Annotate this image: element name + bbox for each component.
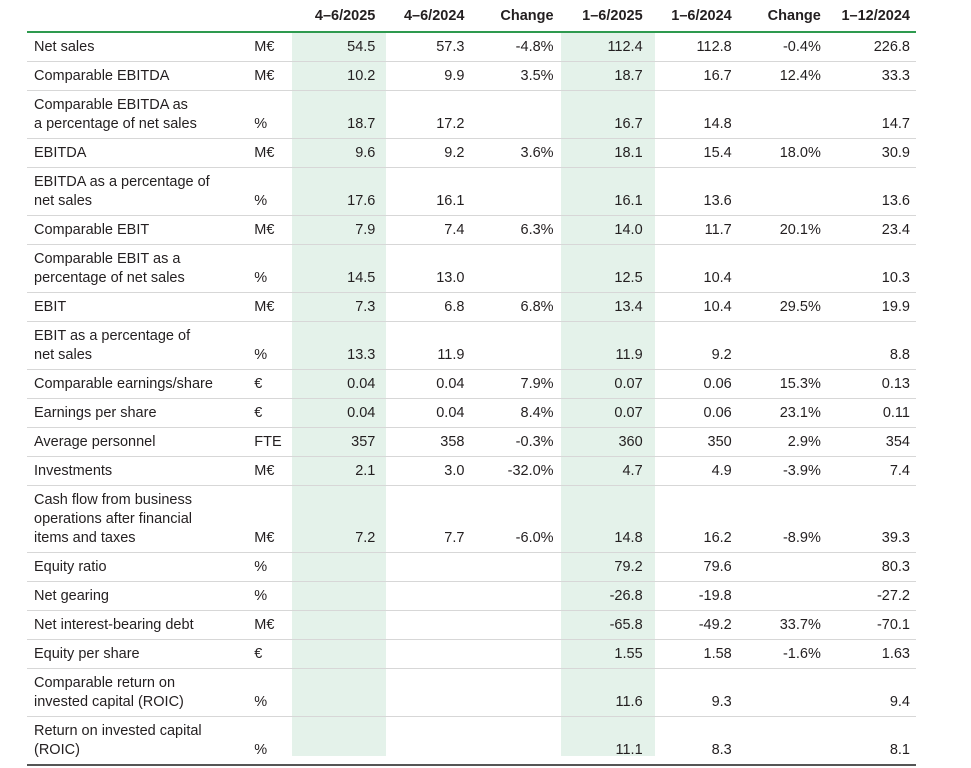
table-row [27,428,916,457]
table-row [27,91,916,139]
cell-q2-2024: 0.04 [436,376,465,392]
cell-h1-2025: 18.1 [614,145,643,161]
table-row [27,293,916,322]
cell-q2-2024 [381,669,470,717]
cell-q2-2025: 2.1 [355,463,376,479]
cell-q2-2025: 18.7 [347,116,376,132]
table-row [27,322,916,370]
cell-q2-2025 [292,582,381,611]
cell-q2-2024: 7.7 [444,530,465,546]
cell-change-q2: 3.6% [520,145,554,161]
row-unit: M€ [254,145,275,161]
cell-h1-2025: 0.07 [614,405,643,421]
table-row [27,669,916,717]
cell-h1-2025: 16.1 [614,193,643,209]
cell-q2-2025: 10.2 [347,68,376,84]
row-label: EBITDA as a percentage of net sales [34,174,210,209]
cell-h1-2024: 0.06 [703,405,732,421]
row-unit: M€ [254,68,275,84]
cell-q2-2024 [381,582,470,611]
cell-change-q2 [470,582,559,611]
cell-q2-2025: 13.3 [347,347,376,363]
cell-change-h1: 29.5% [779,299,821,315]
cell-h1-2024: -19.8 [698,588,732,604]
cell-q2-2024: 0.04 [436,405,465,421]
row-label: Net gearing [34,588,109,604]
cell-q2-2025: 357 [351,434,376,450]
cell-h1-2025: 4.7 [622,463,643,479]
cell-change-q2 [470,553,559,582]
cell-h1-2024: 350 [707,434,732,450]
cell-fy-2024: 30.9 [881,145,910,161]
cell-fy-2024: -27.2 [876,588,910,604]
cell-fy-2024: 23.4 [881,222,910,238]
cell-change-q2: 6.8% [520,299,554,315]
header-label [27,0,248,32]
cell-change-q2: -0.3% [515,434,554,450]
table-row [27,168,916,216]
table-row [27,62,916,91]
row-unit: % [254,193,268,209]
cell-h1-2025: -65.8 [609,617,643,633]
cell-change-h1: 33.7% [779,617,821,633]
row-unit: % [254,559,268,575]
row-label: Comparable EBITDA as a percentage of net sales [34,97,197,132]
cell-fy-2024: 80.3 [881,559,910,575]
cell-change-q2: 6.3% [520,222,554,238]
cell-q2-2025 [292,553,381,582]
cell-h1-2025: 79.2 [614,559,643,575]
cell-change-h1 [738,245,827,293]
cell-q2-2024: 9.9 [444,68,465,84]
cell-change-q2 [470,717,559,766]
table-row [27,457,916,486]
row-label: Average personnel [34,434,156,450]
cell-q2-2025: 17.6 [347,193,376,209]
cell-fy-2024: 39.3 [881,530,910,546]
row-unit: M€ [254,463,275,479]
row-unit: M€ [254,222,275,238]
cell-h1-2025: 112.4 [607,39,643,55]
cell-q2-2025: 7.3 [355,299,376,315]
row-label: Comparable EBIT as a percentage of net sales [34,251,185,286]
table-row [27,486,916,553]
cell-fy-2024: 1.63 [881,646,910,662]
row-unit: % [254,347,268,363]
row-label: Investments [34,463,113,479]
header-h1-2024: 1–6/2024 [649,0,738,32]
cell-fy-2024: 8.1 [889,742,910,758]
cell-h1-2024: 4.9 [711,463,732,479]
cell-q2-2024 [381,717,470,766]
cell-change-q2 [470,322,559,370]
cell-h1-2024: 16.2 [703,530,732,546]
cell-h1-2025: 1.55 [614,646,643,662]
cell-h1-2025: 18.7 [614,68,643,84]
cell-h1-2024: 15.4 [703,145,732,161]
cell-q2-2024 [381,553,470,582]
cell-h1-2024: -49.2 [698,617,732,633]
row-unit: % [254,742,268,758]
cell-q2-2024: 3.0 [444,463,465,479]
row-label: Earnings per share [34,405,157,421]
cell-change-q2: 7.9% [520,376,554,392]
cell-h1-2024: 0.06 [703,376,732,392]
cell-q2-2024 [381,611,470,640]
cell-change-q2 [470,611,559,640]
table-row [27,216,916,245]
row-unit: € [254,376,263,392]
row-label: EBIT as a percentage of net sales [34,328,191,363]
row-unit: M€ [254,530,275,546]
row-label: Cash flow from business operations after financial items and taxes [34,492,192,546]
row-unit: % [254,116,268,132]
header-fy-2024: 1–12/2024 [827,0,916,32]
cell-change-q2: -4.8% [515,39,554,55]
cell-h1-2025: 16.7 [614,116,643,132]
cell-change-h1: 2.9% [787,434,821,450]
cell-h1-2025: 14.0 [614,222,643,238]
key-figures-table [27,0,916,766]
cell-h1-2024: 112.8 [696,39,732,55]
cell-q2-2025: 0.04 [347,376,376,392]
cell-fy-2024: 19.9 [881,299,910,315]
cell-q2-2025: 9.6 [355,145,376,161]
cell-fy-2024: 8.8 [889,347,910,363]
row-unit: € [254,405,263,421]
cell-h1-2025: 11.6 [615,694,643,710]
cell-h1-2024: 10.4 [703,270,732,286]
cell-h1-2025: 11.9 [615,347,643,363]
cell-change-q2: -32.0% [507,463,554,479]
row-label: Equity ratio [34,559,107,575]
cell-change-h1: 23.1% [779,405,821,421]
cell-fy-2024: 354 [885,434,910,450]
cell-change-h1 [738,91,827,139]
table-row [27,553,916,582]
cell-change-h1 [738,717,827,766]
cell-q2-2024: 358 [440,434,465,450]
row-unit: % [254,694,268,710]
cell-h1-2025: 13.4 [614,299,643,315]
table-row [27,640,916,669]
cell-q2-2024: 57.3 [436,39,465,55]
header-h1-2025: 1–6/2025 [560,0,649,32]
cell-fy-2024: -70.1 [876,617,910,633]
cell-h1-2024: 11.7 [704,222,732,238]
header-q2-2025: 4–6/2025 [292,0,381,32]
cell-fy-2024: 14.7 [881,116,910,132]
cell-fy-2024: 13.6 [881,193,910,209]
cell-change-q2 [470,245,559,293]
cell-q2-2024 [381,640,470,669]
cell-change-h1: -3.9% [782,463,821,479]
cell-q2-2024: 17.2 [436,116,465,132]
cell-h1-2024: 1.58 [703,646,732,662]
cell-change-h1 [738,669,827,717]
row-label: Comparable EBIT [34,222,150,238]
cell-h1-2024: 13.6 [703,193,732,209]
cell-change-h1: 15.3% [779,376,821,392]
row-label: EBITDA [34,145,87,161]
cell-fy-2024: 0.11 [882,405,910,421]
cell-change-h1: -0.4% [782,39,821,55]
cell-h1-2024: 14.8 [703,116,732,132]
cell-h1-2025: 11.1 [615,742,643,758]
cell-q2-2025 [292,669,381,717]
cell-h1-2024: 16.7 [703,68,732,84]
cell-change-h1: 20.1% [779,222,821,238]
cell-q2-2025 [292,717,381,766]
cell-q2-2025: 0.04 [347,405,376,421]
header-change-h1: Change [738,0,827,32]
cell-q2-2024: 13.0 [436,270,465,286]
table-row [27,32,916,62]
cell-h1-2025: 12.5 [614,270,643,286]
cell-h1-2025: -26.8 [609,588,643,604]
table-body [27,32,916,765]
cell-fy-2024: 33.3 [881,68,910,84]
cell-q2-2024: 6.8 [444,299,465,315]
cell-change-q2: -6.0% [515,530,554,546]
cell-h1-2025: 14.8 [614,530,643,546]
cell-q2-2025: 54.5 [347,39,376,55]
row-label: Net sales [34,39,95,55]
cell-change-h1: 18.0% [779,145,821,161]
cell-q2-2024: 16.1 [436,193,465,209]
cell-fy-2024: 9.4 [889,694,910,710]
cell-q2-2024: 7.4 [444,222,465,238]
table-row [27,399,916,428]
cell-change-h1 [738,582,827,611]
cell-change-h1 [738,168,827,216]
row-label: Equity per share [34,646,140,662]
cell-h1-2024: 9.3 [711,694,732,710]
row-label: Comparable earnings/share [34,376,213,392]
row-label: EBIT [34,299,67,315]
row-label: Return on invested capital (ROIC) [34,723,202,758]
cell-fy-2024: 7.4 [889,463,910,479]
row-label: Comparable return on invested capital (ROIC) [34,675,184,710]
cell-q2-2025 [292,640,381,669]
row-unit: % [254,588,268,604]
cell-change-q2 [470,168,559,216]
cell-change-h1: -1.6% [782,646,821,662]
cell-h1-2024: 79.6 [703,559,732,575]
row-unit: M€ [254,617,275,633]
cell-change-q2: 3.5% [520,68,554,84]
cell-change-h1: 12.4% [779,68,821,84]
table-row [27,717,916,766]
row-label: Net interest-bearing debt [34,617,194,633]
cell-q2-2024: 9.2 [444,145,465,161]
cell-change-h1: -8.9% [782,530,821,546]
header-change-q2: Change [470,0,559,32]
row-unit: M€ [254,299,275,315]
cell-q2-2024: 11.9 [437,347,465,363]
cell-change-q2: 8.4% [520,405,554,421]
cell-q2-2025 [292,611,381,640]
row-unit: FTE [254,434,282,450]
cell-fy-2024: 226.8 [873,39,910,55]
cell-change-h1 [738,322,827,370]
header-q2-2024: 4–6/2024 [381,0,470,32]
row-unit: M€ [254,39,275,55]
cell-q2-2025: 14.5 [347,270,376,286]
table-row [27,611,916,640]
cell-change-q2 [470,669,559,717]
row-unit: % [254,270,268,286]
cell-q2-2025: 7.9 [355,222,376,238]
cell-q2-2025: 7.2 [355,530,376,546]
table-row [27,139,916,168]
cell-h1-2024: 8.3 [711,742,732,758]
cell-h1-2025: 360 [618,434,643,450]
table-row [27,582,916,611]
header-unit [248,0,292,32]
table-header-row [27,0,916,32]
cell-change-q2 [470,640,559,669]
table-row [27,245,916,293]
table-row [27,370,916,399]
cell-change-h1 [738,553,827,582]
row-unit: € [254,646,263,662]
cell-h1-2025: 0.07 [614,376,643,392]
cell-h1-2024: 9.2 [711,347,732,363]
row-label: Comparable EBITDA [34,68,170,84]
cell-fy-2024: 0.13 [881,376,910,392]
cell-fy-2024: 10.3 [881,270,910,286]
cell-change-q2 [470,91,559,139]
cell-h1-2024: 10.4 [703,299,732,315]
